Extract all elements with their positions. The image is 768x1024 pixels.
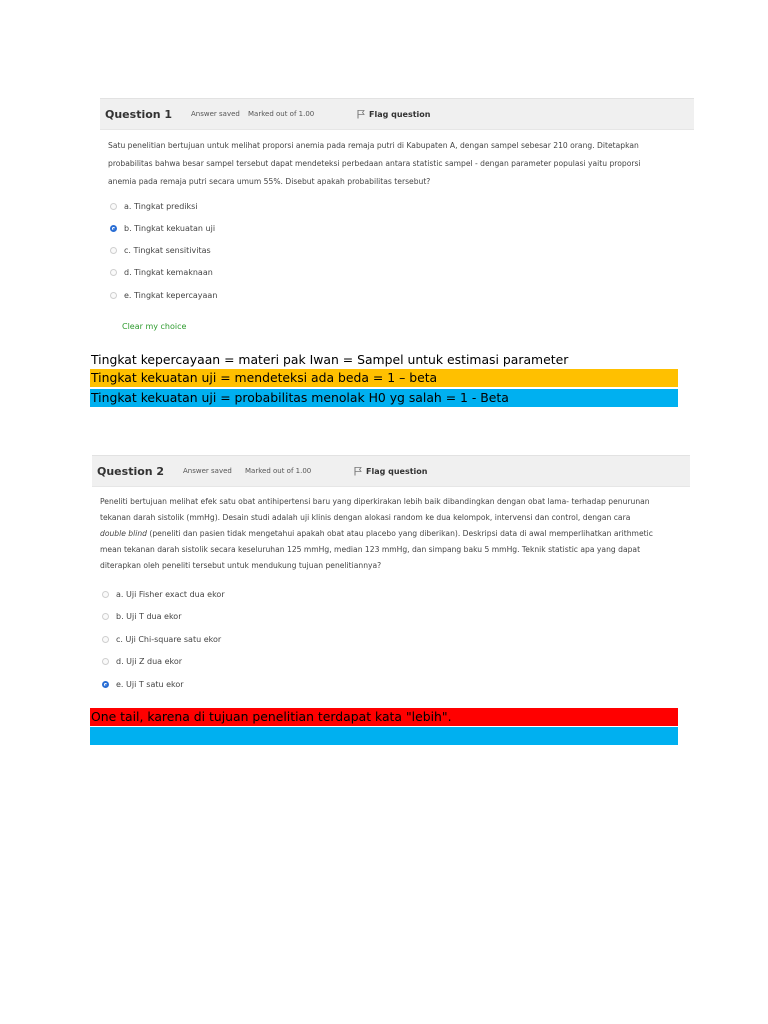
option-label: c. Uji Chi-square satu ekor [116,635,222,644]
question-2-text-line [100,526,676,542]
option-label: d. Uji Z dua ekor [116,657,183,666]
radio-icon[interactable] [102,636,109,643]
question-1-option-e[interactable] [110,291,217,300]
radio-icon[interactable] [110,247,117,254]
question-1-text-line: anemia pada remaja putri secara umum 55%. Disebut apakah probabilitas tersebut? [108,177,431,186]
question-1-option-a[interactable] [110,202,198,211]
note-line-2: Tingkat kekuatan uji = mendeteksi ada beda = 1 – beta [90,369,678,387]
question-1-option-c[interactable] [110,246,211,255]
question-2-screenshot [92,455,690,695]
question-2-flag-button[interactable] [353,466,427,476]
radio-icon[interactable] [102,658,109,665]
question-2-option-b[interactable] [102,612,181,621]
note-line-4: One tail, karena di tujuan penelitian terdapat kata "lebih". [90,708,678,726]
question-2-option-a[interactable] [102,590,225,599]
question-2-text-line: diterapkan oleh peneliti tersebut untuk mendukung tujuan penelitiannya? [100,561,382,570]
question-2-flag-label: Flag question [366,466,428,476]
note-line-5 [90,727,678,745]
radio-icon[interactable] [110,292,117,299]
question-2-text-line: Peneliti bertujuan melihat efek satu obat antihipertensi baru yang diperkirakan lebih baik dibandingkan dengan obat lama- terhadap penurunan [100,497,650,506]
question-1-text-line: Satu penelitian bertujuan untuk melihat proporsi anemia pada remaja putri di Kabupaten A, dengan sampel sebesar 210 orang. Ditetapkan [108,141,639,150]
option-label: b. Tingkat kekuatan uji [124,224,216,233]
question-1-flag-button[interactable] [356,109,430,119]
option-label: a. Uji Fisher exact dua ekor [116,590,225,599]
question-2-state: Answer saved [183,467,232,475]
text-segment: (peneliti dan pasien tidak mengetahui apakah obat atau placebo yang diberikan). Deskripsi data di awal memperlihatkan arithmetic [146,529,653,538]
note-line-3: Tingkat kekuatan uji = probabilitas menolak H0 yg salah = 1 - Beta [90,389,678,407]
question-1-header [100,98,694,130]
question-1-title: Question 1 [105,107,173,121]
radio-icon[interactable] [110,269,117,276]
question-2-header [92,455,690,487]
question-1-option-d[interactable] [110,268,213,277]
radio-icon[interactable] [110,203,117,210]
question-1-mark: Marked out of 1.00 [248,110,315,118]
italic-term: double blind [100,529,147,538]
question-2-option-d[interactable] [102,657,182,666]
question-2-title: Question 2 [97,464,165,478]
question-1-text-line: probabilitas bahwa besar sampel tersebut dapat mendeteksi perbedaan antara statistic sampel - dengan parameter populasi yaitu proporsi [108,159,641,168]
question-1-state: Answer saved [191,110,240,118]
question-1-flag-label: Flag question [369,109,431,119]
option-label: e. Tingkat kepercayaan [124,291,218,300]
question-2-text-line: mean tekanan darah sistolik secara keseluruhan 125 mmHg, median 123 mmHg, dan simpang baku 5 mmHg. Teknik statistic apa yang dapat [100,545,641,554]
question-2-text-line: tekanan darah sistolik (mmHg). Desain studi adalah uji klinis dengan alokasi random ke dua kelompok, intervensi dan control, dengan cara [100,513,631,522]
option-label: c. Tingkat sensitivitas [124,246,211,255]
question-1-text [108,137,680,191]
flag-icon [356,109,366,119]
question-2-option-c[interactable] [102,635,221,644]
radio-selected-icon[interactable] [102,681,109,688]
question-1-screenshot [100,98,694,342]
radio-selected-icon[interactable] [110,225,117,232]
question-1-option-b[interactable] [110,224,215,233]
clear-my-choice-link[interactable]: Clear my choice [122,322,187,331]
note-line-1: Tingkat kepercayaan = materi pak Iwan = Sampel untuk estimasi parameter [90,351,678,369]
option-label: e. Uji T satu ekor [116,680,184,689]
radio-icon[interactable] [102,591,109,598]
radio-icon[interactable] [102,613,109,620]
flag-icon [353,466,363,476]
question-2-option-e[interactable] [102,680,184,689]
option-label: d. Tingkat kemaknaan [124,268,213,277]
question-2-mark: Marked out of 1.00 [245,467,312,475]
option-label: b. Uji T dua ekor [116,612,182,621]
option-label: a. Tingkat prediksi [124,202,198,211]
question-2-text [100,494,676,574]
